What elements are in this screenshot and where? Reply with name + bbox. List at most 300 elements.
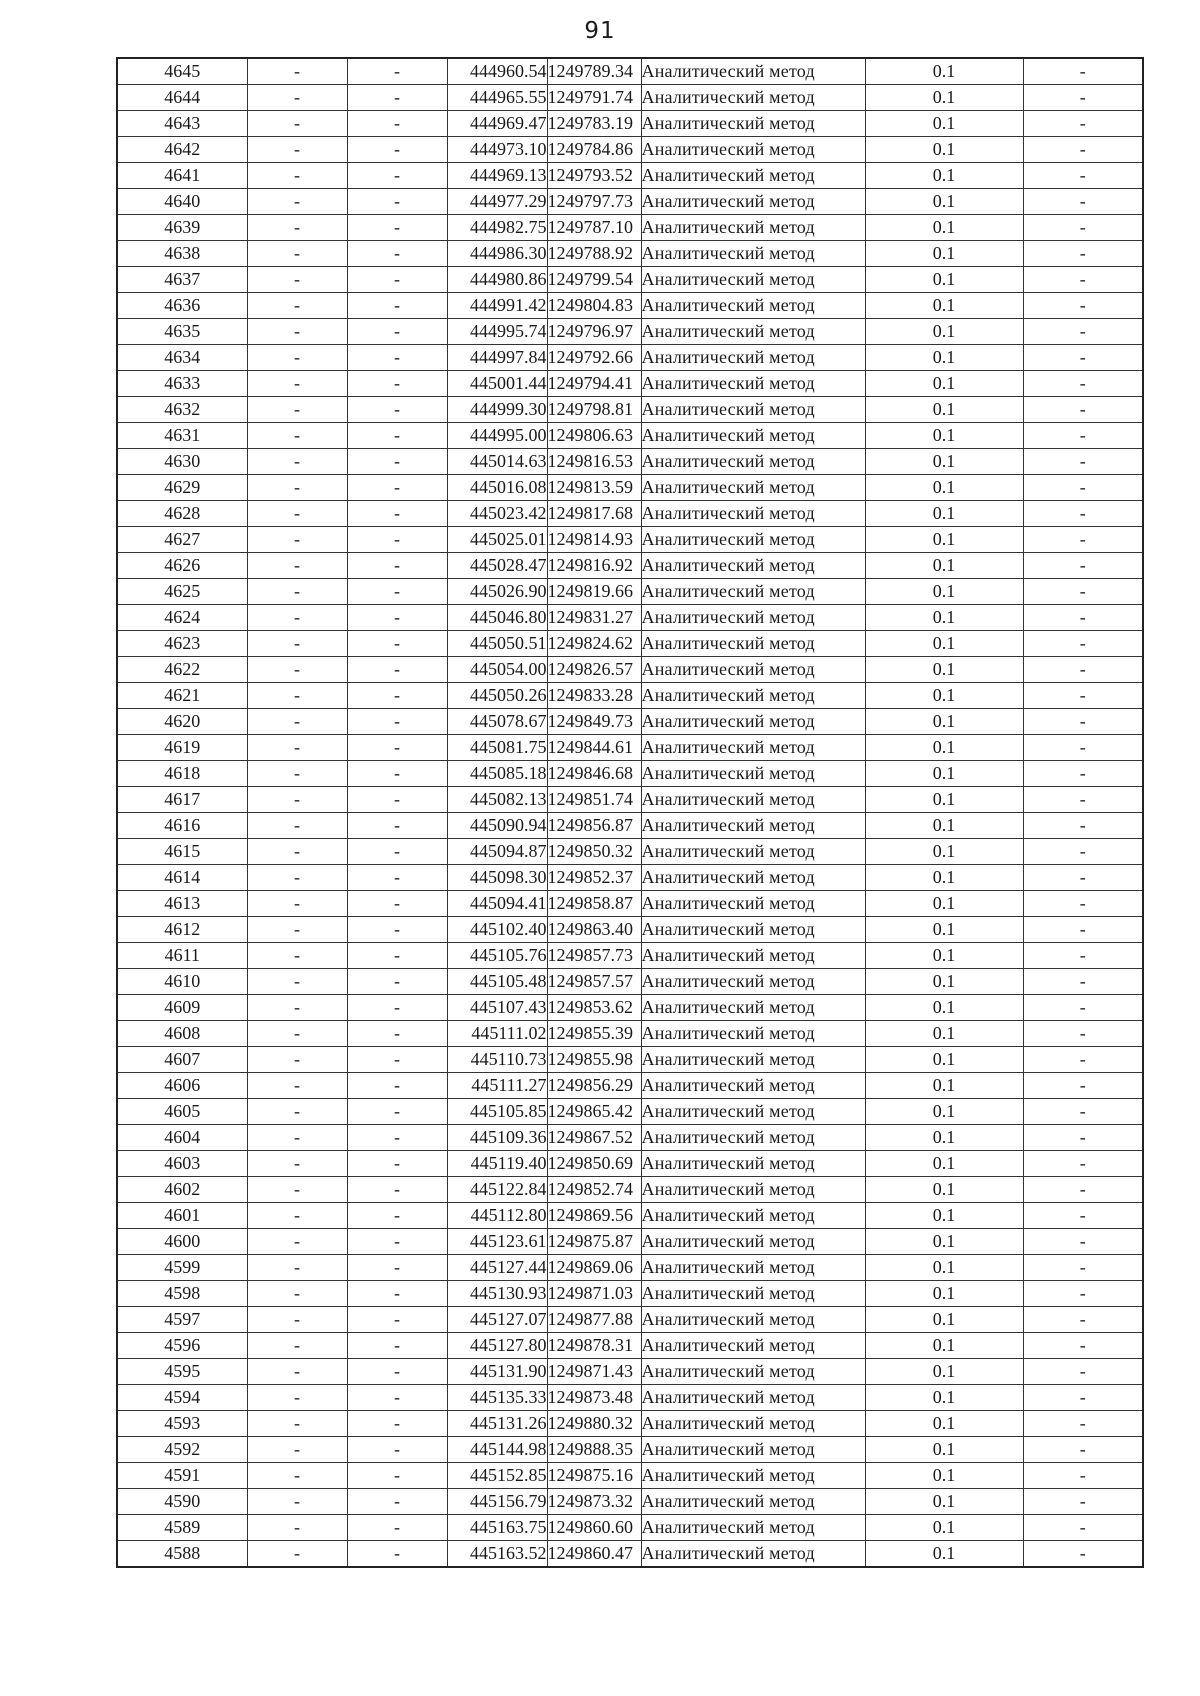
empty-cell: -: [347, 1073, 447, 1099]
table-row: [117, 1229, 1143, 1255]
empty-cell: -: [247, 85, 347, 111]
method-cell: Аналитический метод: [641, 1281, 865, 1307]
method-cell: Аналитический метод: [641, 553, 865, 579]
coord-y-cell: 1249817.68: [547, 501, 641, 527]
note-cell: -: [1023, 1151, 1143, 1177]
point-number-cell: 4639: [117, 215, 247, 241]
method-cell: Аналитический метод: [641, 345, 865, 371]
note-cell: -: [1023, 1203, 1143, 1229]
empty-cell: -: [347, 449, 447, 475]
coord-x-cell: 445111.27: [447, 1073, 547, 1099]
method-cell: Аналитический метод: [641, 943, 865, 969]
note-cell: -: [1023, 631, 1143, 657]
point-number-cell: 4594: [117, 1385, 247, 1411]
coord-x-cell: 445163.75: [447, 1515, 547, 1541]
empty-cell: -: [247, 1099, 347, 1125]
point-number-cell: 4605: [117, 1099, 247, 1125]
note-cell: -: [1023, 579, 1143, 605]
method-cell: Аналитический метод: [641, 891, 865, 917]
coord-y-cell: 1249857.73: [547, 943, 641, 969]
coord-y-cell: 1249789.34: [547, 58, 641, 85]
method-cell: Аналитический метод: [641, 787, 865, 813]
coord-y-cell: 1249873.48: [547, 1385, 641, 1411]
table-row: [117, 1541, 1143, 1568]
table-row: [117, 683, 1143, 709]
table-row: [117, 319, 1143, 345]
point-number-cell: 4630: [117, 449, 247, 475]
empty-cell: -: [247, 189, 347, 215]
empty-cell: -: [347, 293, 447, 319]
empty-cell: -: [347, 1125, 447, 1151]
accuracy-cell: 0.1: [865, 1047, 1023, 1073]
table-row: [117, 137, 1143, 163]
point-number-cell: 4638: [117, 241, 247, 267]
empty-cell: -: [247, 579, 347, 605]
point-number-cell: 4645: [117, 58, 247, 85]
coord-y-cell: 1249863.40: [547, 917, 641, 943]
table-row: [117, 1463, 1143, 1489]
accuracy-cell: 0.1: [865, 1489, 1023, 1515]
coord-y-cell: 1249824.62: [547, 631, 641, 657]
table-row: [117, 293, 1143, 319]
coord-x-cell: 445090.94: [447, 813, 547, 839]
point-number-cell: 4606: [117, 1073, 247, 1099]
accuracy-cell: 0.1: [865, 1021, 1023, 1047]
method-cell: Аналитический метод: [641, 85, 865, 111]
accuracy-cell: 0.1: [865, 969, 1023, 995]
coord-x-cell: 445144.98: [447, 1437, 547, 1463]
empty-cell: -: [347, 189, 447, 215]
note-cell: -: [1023, 787, 1143, 813]
empty-cell: -: [347, 1307, 447, 1333]
empty-cell: -: [247, 1151, 347, 1177]
coord-x-cell: 445135.33: [447, 1385, 547, 1411]
note-cell: -: [1023, 501, 1143, 527]
point-number-cell: 4640: [117, 189, 247, 215]
coord-y-cell: 1249796.97: [547, 319, 641, 345]
table-row: [117, 1359, 1143, 1385]
coord-y-cell: 1249850.69: [547, 1151, 641, 1177]
empty-cell: -: [347, 631, 447, 657]
note-cell: -: [1023, 1099, 1143, 1125]
coord-x-cell: 445085.18: [447, 761, 547, 787]
coord-x-cell: 445026.90: [447, 579, 547, 605]
empty-cell: -: [347, 1333, 447, 1359]
point-number-cell: 4616: [117, 813, 247, 839]
empty-cell: -: [247, 995, 347, 1021]
empty-cell: -: [247, 813, 347, 839]
empty-cell: -: [247, 501, 347, 527]
method-cell: Аналитический метод: [641, 449, 865, 475]
accuracy-cell: 0.1: [865, 241, 1023, 267]
method-cell: Аналитический метод: [641, 1255, 865, 1281]
coord-y-cell: 1249880.32: [547, 1411, 641, 1437]
note-cell: -: [1023, 111, 1143, 137]
method-cell: Аналитический метод: [641, 241, 865, 267]
accuracy-cell: 0.1: [865, 345, 1023, 371]
note-cell: -: [1023, 1541, 1143, 1568]
coord-x-cell: 445082.13: [447, 787, 547, 813]
empty-cell: -: [347, 891, 447, 917]
method-cell: Аналитический метод: [641, 865, 865, 891]
accuracy-cell: 0.1: [865, 657, 1023, 683]
point-number-cell: 4600: [117, 1229, 247, 1255]
coord-y-cell: 1249865.42: [547, 1099, 641, 1125]
empty-cell: -: [247, 605, 347, 631]
point-number-cell: 4627: [117, 527, 247, 553]
note-cell: -: [1023, 995, 1143, 1021]
method-cell: Аналитический метод: [641, 1437, 865, 1463]
coord-y-cell: 1249804.83: [547, 293, 641, 319]
coord-y-cell: 1249826.57: [547, 657, 641, 683]
coord-y-cell: 1249878.31: [547, 1333, 641, 1359]
empty-cell: -: [247, 1229, 347, 1255]
accuracy-cell: 0.1: [865, 761, 1023, 787]
point-number-cell: 4603: [117, 1151, 247, 1177]
point-number-cell: 4614: [117, 865, 247, 891]
table-row: [117, 449, 1143, 475]
accuracy-cell: 0.1: [865, 709, 1023, 735]
coord-x-cell: 445163.52: [447, 1541, 547, 1568]
empty-cell: -: [347, 241, 447, 267]
method-cell: Аналитический метод: [641, 917, 865, 943]
point-number-cell: 4628: [117, 501, 247, 527]
table-row: [117, 241, 1143, 267]
empty-cell: -: [247, 1411, 347, 1437]
method-cell: Аналитический метод: [641, 215, 865, 241]
note-cell: -: [1023, 189, 1143, 215]
point-number-cell: 4592: [117, 1437, 247, 1463]
empty-cell: -: [247, 553, 347, 579]
accuracy-cell: 0.1: [865, 111, 1023, 137]
note-cell: -: [1023, 371, 1143, 397]
note-cell: -: [1023, 58, 1143, 85]
empty-cell: -: [347, 111, 447, 137]
point-number-cell: 4622: [117, 657, 247, 683]
coord-y-cell: 1249844.61: [547, 735, 641, 761]
coord-y-cell: 1249792.66: [547, 345, 641, 371]
method-cell: Аналитический метод: [641, 1047, 865, 1073]
accuracy-cell: 0.1: [865, 553, 1023, 579]
method-cell: Аналитический метод: [641, 1177, 865, 1203]
empty-cell: -: [247, 735, 347, 761]
accuracy-cell: 0.1: [865, 371, 1023, 397]
accuracy-cell: 0.1: [865, 527, 1023, 553]
table-row: [117, 787, 1143, 813]
point-number-cell: 4632: [117, 397, 247, 423]
method-cell: Аналитический метод: [641, 1073, 865, 1099]
table-row: [117, 839, 1143, 865]
method-cell: Аналитический метод: [641, 501, 865, 527]
page-number: 91: [584, 18, 616, 44]
method-cell: Аналитический метод: [641, 1359, 865, 1385]
point-number-cell: 4625: [117, 579, 247, 605]
point-number-cell: 4643: [117, 111, 247, 137]
accuracy-cell: 0.1: [865, 813, 1023, 839]
coord-x-cell: 444969.13: [447, 163, 547, 189]
point-number-cell: 4589: [117, 1515, 247, 1541]
method-cell: Аналитический метод: [641, 1333, 865, 1359]
empty-cell: -: [347, 1359, 447, 1385]
coord-x-cell: 444977.29: [447, 189, 547, 215]
empty-cell: -: [347, 163, 447, 189]
empty-cell: -: [247, 1203, 347, 1229]
note-cell: -: [1023, 865, 1143, 891]
method-cell: Аналитический метод: [641, 1203, 865, 1229]
empty-cell: -: [347, 995, 447, 1021]
method-cell: Аналитический метод: [641, 527, 865, 553]
accuracy-cell: 0.1: [865, 475, 1023, 501]
coord-x-cell: 445109.36: [447, 1125, 547, 1151]
table-row: [117, 761, 1143, 787]
coordinates-table: [116, 57, 1144, 1568]
empty-cell: -: [347, 605, 447, 631]
empty-cell: -: [247, 163, 347, 189]
empty-cell: -: [347, 553, 447, 579]
accuracy-cell: 0.1: [865, 58, 1023, 85]
point-number-cell: 4629: [117, 475, 247, 501]
accuracy-cell: 0.1: [865, 163, 1023, 189]
point-number-cell: 4631: [117, 423, 247, 449]
table-row: [117, 1177, 1143, 1203]
empty-cell: -: [347, 1203, 447, 1229]
empty-cell: -: [247, 1333, 347, 1359]
coord-x-cell: 445127.80: [447, 1333, 547, 1359]
point-number-cell: 4618: [117, 761, 247, 787]
coord-y-cell: 1249888.35: [547, 1437, 641, 1463]
table-row: [117, 891, 1143, 917]
empty-cell: -: [347, 1385, 447, 1411]
accuracy-cell: 0.1: [865, 189, 1023, 215]
accuracy-cell: 0.1: [865, 1385, 1023, 1411]
point-number-cell: 4620: [117, 709, 247, 735]
method-cell: Аналитический метод: [641, 1515, 865, 1541]
empty-cell: -: [247, 215, 347, 241]
empty-cell: -: [347, 943, 447, 969]
empty-cell: -: [247, 293, 347, 319]
accuracy-cell: 0.1: [865, 995, 1023, 1021]
point-number-cell: 4619: [117, 735, 247, 761]
table-row: [117, 345, 1143, 371]
note-cell: -: [1023, 1359, 1143, 1385]
point-number-cell: 4635: [117, 319, 247, 345]
coord-y-cell: 1249850.32: [547, 839, 641, 865]
method-cell: Аналитический метод: [641, 995, 865, 1021]
note-cell: -: [1023, 475, 1143, 501]
point-number-cell: 4591: [117, 1463, 247, 1489]
note-cell: -: [1023, 761, 1143, 787]
empty-cell: -: [347, 1411, 447, 1437]
empty-cell: -: [347, 1177, 447, 1203]
table-row: [117, 657, 1143, 683]
note-cell: -: [1023, 397, 1143, 423]
method-cell: Аналитический метод: [641, 735, 865, 761]
table-row: [117, 1281, 1143, 1307]
note-cell: -: [1023, 1385, 1143, 1411]
coord-x-cell: 444973.10: [447, 137, 547, 163]
point-number-cell: 4593: [117, 1411, 247, 1437]
coord-x-cell: 444969.47: [447, 111, 547, 137]
note-cell: -: [1023, 449, 1143, 475]
coord-y-cell: 1249855.98: [547, 1047, 641, 1073]
note-cell: -: [1023, 1333, 1143, 1359]
coord-y-cell: 1249856.87: [547, 813, 641, 839]
empty-cell: -: [247, 1437, 347, 1463]
method-cell: Аналитический метод: [641, 709, 865, 735]
method-cell: Аналитический метод: [641, 657, 865, 683]
note-cell: -: [1023, 137, 1143, 163]
accuracy-cell: 0.1: [865, 85, 1023, 111]
method-cell: Аналитический метод: [641, 1229, 865, 1255]
coord-y-cell: 1249858.87: [547, 891, 641, 917]
empty-cell: -: [247, 1047, 347, 1073]
accuracy-cell: 0.1: [865, 1463, 1023, 1489]
note-cell: -: [1023, 683, 1143, 709]
table-row: [117, 1203, 1143, 1229]
empty-cell: -: [247, 631, 347, 657]
note-cell: -: [1023, 1229, 1143, 1255]
coord-x-cell: 444995.74: [447, 319, 547, 345]
table-row: [117, 631, 1143, 657]
coord-y-cell: 1249816.53: [547, 449, 641, 475]
accuracy-cell: 0.1: [865, 1333, 1023, 1359]
coord-x-cell: 445111.02: [447, 1021, 547, 1047]
note-cell: -: [1023, 527, 1143, 553]
method-cell: Аналитический метод: [641, 111, 865, 137]
coord-x-cell: 444980.86: [447, 267, 547, 293]
point-number-cell: 4602: [117, 1177, 247, 1203]
empty-cell: -: [347, 1437, 447, 1463]
accuracy-cell: 0.1: [865, 1281, 1023, 1307]
coord-x-cell: 445054.00: [447, 657, 547, 683]
coord-y-cell: 1249869.56: [547, 1203, 641, 1229]
coord-x-cell: 445107.43: [447, 995, 547, 1021]
coord-x-cell: 445094.87: [447, 839, 547, 865]
note-cell: -: [1023, 1489, 1143, 1515]
coord-y-cell: 1249857.57: [547, 969, 641, 995]
coord-x-cell: 445105.85: [447, 1099, 547, 1125]
empty-cell: -: [247, 345, 347, 371]
empty-cell: -: [347, 761, 447, 787]
note-cell: -: [1023, 1515, 1143, 1541]
empty-cell: -: [347, 501, 447, 527]
note-cell: -: [1023, 1255, 1143, 1281]
accuracy-cell: 0.1: [865, 683, 1023, 709]
note-cell: -: [1023, 553, 1143, 579]
coord-x-cell: 445016.08: [447, 475, 547, 501]
coord-x-cell: 445131.90: [447, 1359, 547, 1385]
method-cell: Аналитический метод: [641, 1385, 865, 1411]
coord-x-cell: 445081.75: [447, 735, 547, 761]
note-cell: -: [1023, 709, 1143, 735]
coord-x-cell: 445078.67: [447, 709, 547, 735]
empty-cell: -: [347, 397, 447, 423]
empty-cell: -: [247, 657, 347, 683]
table-row: [117, 58, 1143, 85]
empty-cell: -: [347, 917, 447, 943]
method-cell: Аналитический метод: [641, 293, 865, 319]
method-cell: Аналитический метод: [641, 1411, 865, 1437]
point-number-cell: 4615: [117, 839, 247, 865]
empty-cell: -: [347, 475, 447, 501]
accuracy-cell: 0.1: [865, 839, 1023, 865]
note-cell: -: [1023, 1411, 1143, 1437]
coord-y-cell: 1249798.81: [547, 397, 641, 423]
method-cell: Аналитический метод: [641, 163, 865, 189]
empty-cell: -: [247, 1463, 347, 1489]
coord-x-cell: 445105.76: [447, 943, 547, 969]
point-number-cell: 4610: [117, 969, 247, 995]
coord-y-cell: 1249813.59: [547, 475, 641, 501]
empty-cell: -: [347, 85, 447, 111]
point-number-cell: 4599: [117, 1255, 247, 1281]
note-cell: -: [1023, 1177, 1143, 1203]
note-cell: -: [1023, 1021, 1143, 1047]
empty-cell: -: [247, 1255, 347, 1281]
empty-cell: -: [247, 267, 347, 293]
coord-y-cell: 1249787.10: [547, 215, 641, 241]
table-row: [117, 1021, 1143, 1047]
accuracy-cell: 0.1: [865, 397, 1023, 423]
accuracy-cell: 0.1: [865, 605, 1023, 631]
coord-y-cell: 1249852.74: [547, 1177, 641, 1203]
empty-cell: -: [347, 1463, 447, 1489]
coord-y-cell: 1249806.63: [547, 423, 641, 449]
table-row: [117, 709, 1143, 735]
point-number-cell: 4626: [117, 553, 247, 579]
table-row: [117, 1099, 1143, 1125]
note-cell: -: [1023, 605, 1143, 631]
coord-y-cell: 1249783.19: [547, 111, 641, 137]
method-cell: Аналитический метод: [641, 1099, 865, 1125]
note-cell: -: [1023, 735, 1143, 761]
coord-y-cell: 1249852.37: [547, 865, 641, 891]
table-row: [117, 1333, 1143, 1359]
coord-x-cell: 445122.84: [447, 1177, 547, 1203]
accuracy-cell: 0.1: [865, 1255, 1023, 1281]
note-cell: -: [1023, 1281, 1143, 1307]
accuracy-cell: 0.1: [865, 631, 1023, 657]
note-cell: -: [1023, 319, 1143, 345]
table-row: [117, 943, 1143, 969]
coord-y-cell: 1249849.73: [547, 709, 641, 735]
coord-x-cell: 445127.44: [447, 1255, 547, 1281]
note-cell: -: [1023, 891, 1143, 917]
accuracy-cell: 0.1: [865, 267, 1023, 293]
accuracy-cell: 0.1: [865, 1151, 1023, 1177]
method-cell: Аналитический метод: [641, 1151, 865, 1177]
empty-cell: -: [347, 345, 447, 371]
accuracy-cell: 0.1: [865, 917, 1023, 943]
coord-x-cell: 445025.01: [447, 527, 547, 553]
note-cell: -: [1023, 163, 1143, 189]
accuracy-cell: 0.1: [865, 1515, 1023, 1541]
coord-y-cell: 1249793.52: [547, 163, 641, 189]
coord-x-cell: 445046.80: [447, 605, 547, 631]
empty-cell: -: [347, 813, 447, 839]
method-cell: Аналитический метод: [641, 1463, 865, 1489]
coord-x-cell: 445131.26: [447, 1411, 547, 1437]
accuracy-cell: 0.1: [865, 1177, 1023, 1203]
method-cell: Аналитический метод: [641, 1489, 865, 1515]
empty-cell: -: [347, 1229, 447, 1255]
accuracy-cell: 0.1: [865, 1203, 1023, 1229]
coord-y-cell: 1249875.87: [547, 1229, 641, 1255]
coord-x-cell: 444997.84: [447, 345, 547, 371]
method-cell: Аналитический метод: [641, 1021, 865, 1047]
table-row: [117, 475, 1143, 501]
coord-y-cell: 1249794.41: [547, 371, 641, 397]
